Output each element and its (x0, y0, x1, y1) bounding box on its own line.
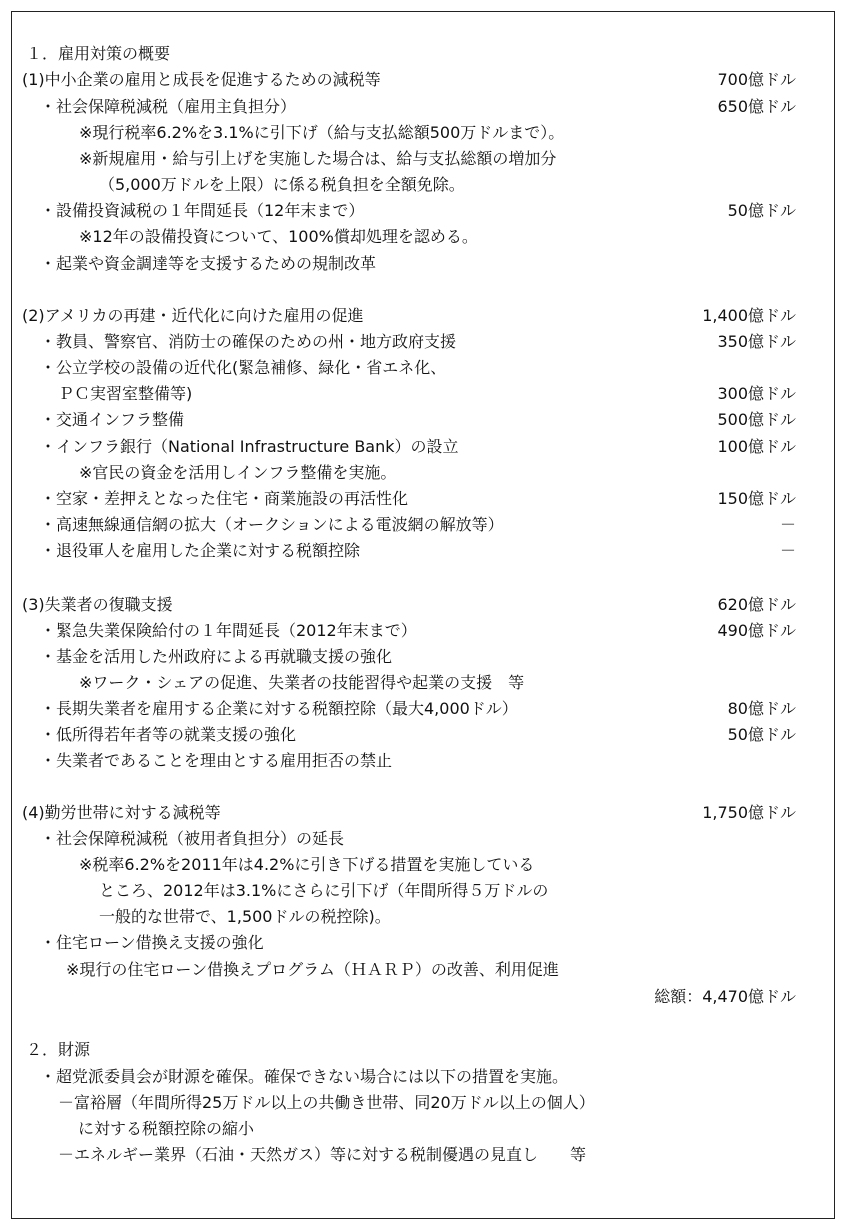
p2-item-7: ・退役軍人を雇用した企業に対する税額控除 (40, 541, 361, 560)
p3-item-1-amount: 490億ドル (717, 621, 796, 640)
s2-line-4: －エネルギー業界（石油・天然ガス）等に対する税制優遇の見直し 等 (58, 1145, 587, 1164)
p1-item-1-note-2: ※新規雇用・給与引上げを実施した場合は、給与支払総額の増加分 (79, 149, 557, 168)
p1-item-1-note-1: ※現行税率6.2%を3.1%に引下げ（給与支払総額500万ドルまで）。 (79, 123, 565, 142)
p4-item-2: ・住宅ローン借換え支援の強化 (40, 933, 264, 952)
p3-item-1: ・緊急失業保険給付の１年間延長（2012年末まで） (40, 621, 417, 640)
p2-amount: 1,400億ドル (702, 306, 796, 325)
p4-title: (4)勤労世帯に対する減税等 (22, 803, 221, 822)
p2-item-7-amount: － (779, 541, 796, 560)
s2-line-2: －富裕層（年間所得25万ドル以上の共働き世帯、同20万ドル以上の個人） (58, 1093, 595, 1112)
p2-item-1-amount: 350億ドル (717, 332, 796, 351)
p3-item-4-amount: 50億ドル (727, 725, 796, 744)
p1-item-2: ・設備投資減税の１年間延長（12年末まで） (40, 201, 365, 220)
p2-item-5-amount: 150億ドル (717, 489, 796, 508)
p3-item-3-amount: 80億ドル (727, 699, 796, 718)
p4-amount: 1,750億ドル (702, 803, 796, 822)
s2-line-1: ・超党派委員会が財源を確保。確保できない場合には以下の措置を実施。 (40, 1067, 569, 1086)
p1-title: (1)中小企業の雇用と成長を促進するための減税等 (22, 70, 381, 89)
p2-item-4-note-1: ※官民の資金を活用しインフラ整備を実施。 (79, 463, 397, 482)
p3-item-3: ・長期失業者を雇用する企業に対する税額控除（最大4,000ドル） (40, 699, 518, 718)
p4-item-1-note-2: ところ、2012年は3.1%にさらに引下げ（年間所得５万ドルの (99, 881, 549, 900)
p1-item-2-amount: 50億ドル (727, 201, 796, 220)
p3-item-2: ・基金を活用した州政府による再就職支援の強化 (40, 647, 393, 666)
p2-title: (2)アメリカの再建・近代化に向けた雇用の促進 (22, 306, 364, 325)
p2-item-2: ・公立学校の設備の近代化(緊急補修、緑化・省エネ化、 (40, 358, 447, 377)
p2-item-5: ・空家・差押えとなった住宅・商業施設の再活性化 (40, 489, 409, 508)
p2-item-6: ・高速無線通信網の拡大（オークションによる電波網の解放等） (40, 515, 504, 534)
p1-item-1-note-3: （5,000万ドルを上限）に係る税負担を全額免除。 (99, 175, 465, 194)
p3-item-2-note-1: ※ワーク・シェアの促進、失業者の技能習得や起業の支援 等 (79, 673, 525, 692)
p4-item-2-note-1: ※現行の住宅ローン借換えプログラム（ＨＡＲＰ）の改善、利用促進 (66, 960, 559, 979)
p1-item-3: ・起業や資金調達等を支援するための規制改革 (40, 254, 377, 273)
s2-line-3: に対する税額控除の縮小 (78, 1119, 255, 1138)
p3-amount: 620億ドル (717, 595, 796, 614)
p1-item-1: ・社会保障税減税（雇用主負担分） (40, 97, 297, 116)
p3-item-4: ・低所得若年者等の就業支援の強化 (40, 725, 297, 744)
p3-item-5: ・失業者であることを理由とする雇用拒否の禁止 (40, 751, 393, 770)
p2-item-2-amount: 300億ドル (717, 384, 796, 403)
p4-item-1-note-1: ※税率6.2%を2011年は4.2%に引き下げる措置を実施している (79, 855, 535, 874)
p2-item-3-amount: 500億ドル (717, 410, 796, 429)
section-1-heading: １．雇用対策の概要 (26, 44, 171, 63)
p2-item-1: ・教員、警察官、消防士の確保のための州・地方政府支援 (40, 332, 457, 351)
section-2-heading: ２．財源 (26, 1040, 91, 1059)
p4-item-1-note-3: 一般的な世帯で、1,500ドルの税控除)。 (99, 907, 391, 926)
p2-item-4: ・インフラ銀行（National Infrastructure Bank）の設立 (40, 437, 459, 456)
total-amount: 総額：4,470億ドル (654, 987, 796, 1006)
p2-item-2-cont: ＰＣ実習室整備等) (58, 384, 193, 403)
p2-item-3: ・交通インフラ整備 (40, 410, 185, 429)
p2-item-4-amount: 100億ドル (717, 437, 796, 456)
p1-item-2-note-1: ※12年の設備投資について、100%償却処理を認める。 (79, 227, 478, 246)
p3-title: (3)失業者の復職支援 (22, 595, 173, 614)
p1-amount: 700億ドル (717, 70, 796, 89)
p2-item-6-amount: － (779, 515, 796, 534)
p1-item-1-amount: 650億ドル (717, 97, 796, 116)
p4-item-1: ・社会保障税減税（被用者負担分）の延長 (40, 829, 345, 848)
